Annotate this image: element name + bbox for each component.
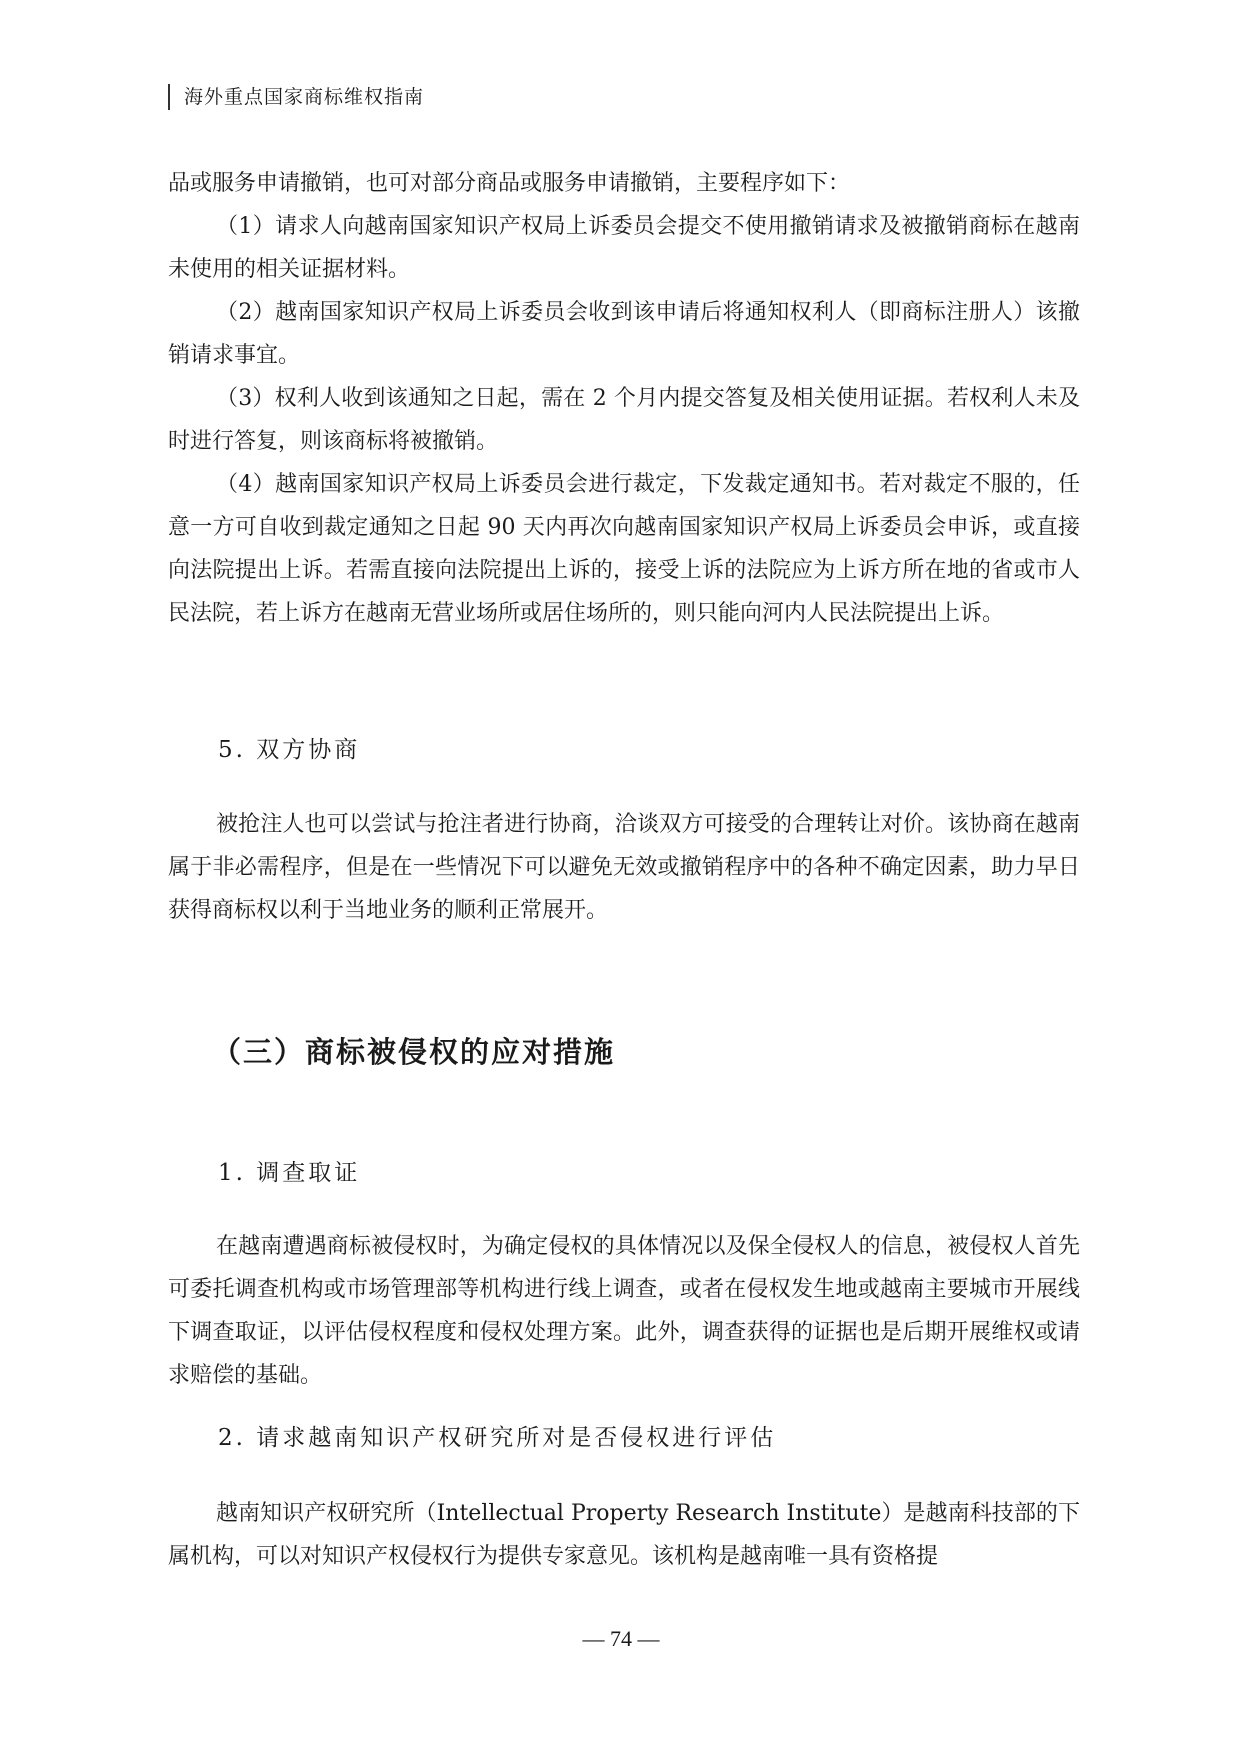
section-heading: （三）商标被侵权的应对措施: [212, 1035, 616, 1069]
paragraph-continuation: 品或服务申请撤销，也可对部分商品或服务申请撤销，主要程序如下：: [168, 171, 851, 196]
investigation-paragraph: 在越南遭遇商标被侵权时，为确定侵权的具体情况以及保全侵权人的信息，被侵权人首先可委托调查机构或市场管理部等机构进行线上调查，或者在侵权发生地或越南主要城市开展线下调查取证，以评估侵权程度和侵权处理方案。此外，调查获得的证据也是后期开展维权或请求赔偿的基础。: [168, 1234, 1080, 1388]
procedure-step-2: （2）越南国家知识产权局上诉委员会收到该申请后将通知权利人（即商标注册人）该撤销请求事宜。: [168, 300, 1080, 368]
procedure-step-1: （1）请求人向越南国家知识产权局上诉委员会提交不使用撤销请求及被撤销商标在越南未使用的相关证据材料。: [168, 214, 1080, 282]
procedure-step-4: （4）越南国家知识产权局上诉委员会进行裁定，下发裁定通知书。若对裁定不服的，任意一方可自收到裁定通知之日起 90 天内再次向越南国家知识产权局上诉委员会申诉，或直接向法院提出上诉。若需直接向法院提出上诉的，接受上诉的法院应为上诉方所在地的省或市人民法院，若上诉方在越南无营业场所或居住场所的，则只能向河内人民法院提出上诉。: [168, 472, 1080, 626]
investigation-text-block: [168, 1225, 1080, 1397]
ip-institute-paragraph: 越南知识产权研究所（Intellectual Property Research Institute）是越南科技部的下属机构，可以对知识产权侵权行为提供专家意见。该机构是越南唯一具有资格提: [168, 1501, 1080, 1569]
subheading-negotiation: 5. 双方协商: [218, 737, 361, 763]
subheading-investigation: 1. 调查取证: [218, 1160, 361, 1186]
procedure-text-block: [168, 162, 1080, 635]
negotiation-paragraph: 被抢注人也可以尝试与抢注者进行协商，洽谈双方可接受的合理转让对价。该协商在越南属于非必需程序，但是在一些情况下可以避免无效或撤销程序中的各种不确定因素，助力早日获得商标权以利于当地业务的顺利正常展开。: [168, 812, 1080, 923]
running-header: 海外重点国家商标维权指南: [168, 84, 424, 110]
page-number: — 74 —: [582, 1626, 660, 1651]
negotiation-text-block: [168, 803, 1080, 932]
subheading-ip-institute: 2. 请求越南知识产权研究所对是否侵权进行评估: [218, 1425, 777, 1451]
procedure-step-3: （3）权利人收到该通知之日起，需在 2 个月内提交答复及相关使用证据。若权利人未及时进行答复，则该商标将被撤销。: [168, 386, 1080, 454]
ip-institute-text-block: [168, 1492, 1080, 1578]
